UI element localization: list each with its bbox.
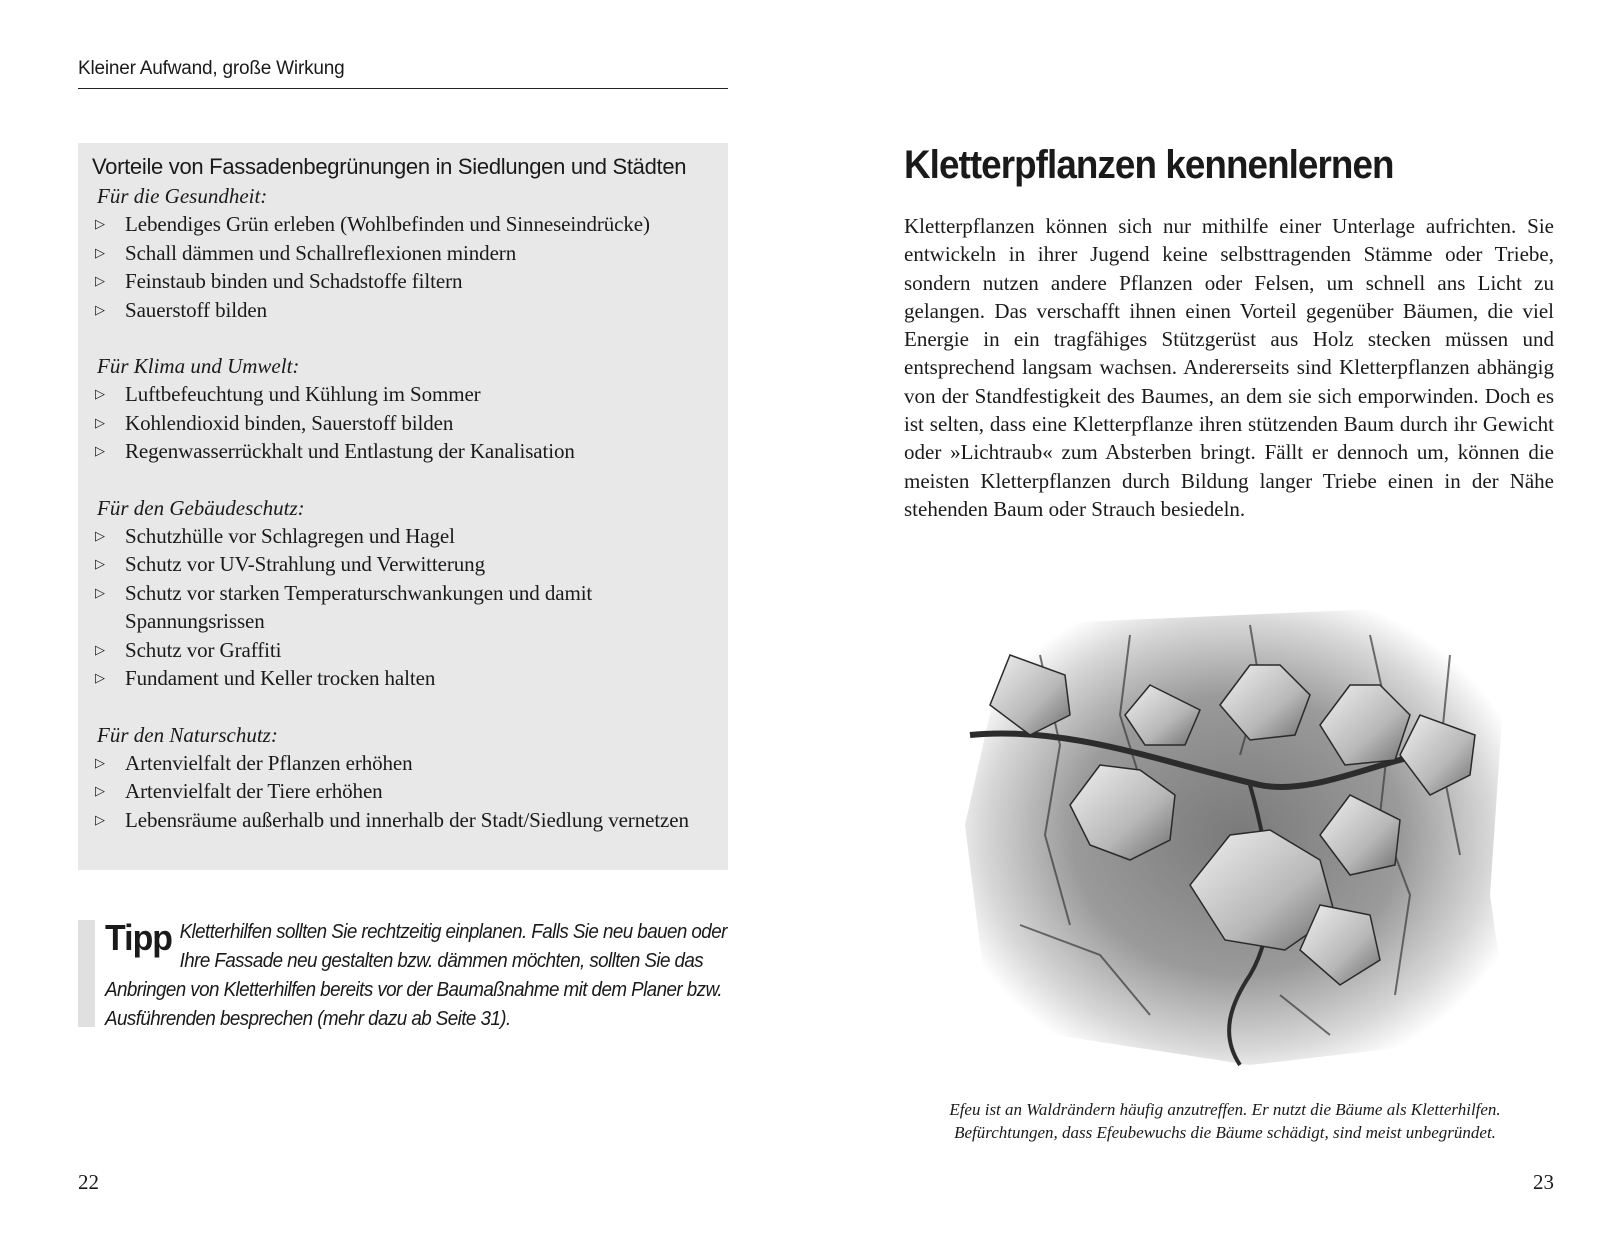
page-number-right: 23 <box>1533 1170 1554 1194</box>
chapter-title: Kletterpflanzen kennenlernen <box>904 143 1394 187</box>
triangle-bullet-icon: ▷ <box>95 671 105 686</box>
list-item: ▷ Regenwasserrückhalt und Entlastung der Kanalisation <box>92 437 716 466</box>
running-head: Kleiner Aufwand, große Wirkung <box>78 58 728 89</box>
triangle-bullet-icon: ▷ <box>95 784 105 799</box>
triangle-bullet-icon: ▷ <box>95 274 105 289</box>
triangle-bullet-icon: ▷ <box>95 585 105 601</box>
triangle-bullet-icon: ▷ <box>95 528 105 544</box>
triangle-bullet-icon: ▷ <box>95 302 105 318</box>
group-heading: Für den Naturschutz: <box>97 722 278 747</box>
page-number-left: 22 <box>78 1170 99 1194</box>
list-item: ▷ Lebendiges Grün erleben (Wohlbefinden und Sinneseindrücke) <box>92 210 716 239</box>
body-paragraph: Kletterpflanzen können sich nur mithilfe einer Unterlage aufrichten. Sie entwickeln in ihrer Jugend keine selbsttragenden Stämme oder Triebe, sondern nutzen andere Pflanzen oder Felsen, um schnell ans Licht zu gelangen. Das verschafft ihnen einen Vorteil gegenüber Bäumen, die viel Energie in ein tragfähiges Stützgerüst aus Holz stecken müssen und entsprechend langsam wachsen. Andererseits sind Kletterpflanzen abhängig von der Standfestigkeit des Baumes, an dem sie sich emporwinden. Doch es ist selten, dass eine Kletterpflanze ihren stützenden Baum durch ihr Gewicht oder »Lichtraub« zum Absterben bringt. Fällt er dennoch um, können die meisten Kletterpflanzen durch Bildung langer Triebe einen in der Nähe stehenden Baum oder Strauch besiedeln. <box>904 214 1554 521</box>
group-heading: Für die Gesundheit: <box>97 184 268 208</box>
tip-logo: Tipp <box>105 917 173 958</box>
list-item: ▷ Sauerstoff bilden <box>92 296 716 325</box>
list-item: ▷ Fundament und Keller trocken halten <box>92 664 716 693</box>
triangle-bullet-icon: ▷ <box>95 755 105 771</box>
list-item: ▷ Feinstaub binden und Schadstoffe filtern <box>92 267 716 296</box>
tip-margin-bar <box>78 920 95 1027</box>
benefit-group-climate <box>92 352 716 466</box>
list-item: ▷ Lebensräume außerhalb und innerhalb der Stadt/Siedlung vernetzen <box>92 806 716 835</box>
triangle-bullet-icon: ▷ <box>95 557 105 572</box>
caption-line: Befürchtungen, dass Efeubewuchs die Bäume schädigt, sind meist unbegründet. <box>954 1123 1496 1142</box>
list-item: ▷ Schutz vor UV-Strahlung und Verwitterung <box>92 550 716 579</box>
list-item: ▷ Luftbefeuchtung und Kühlung im Sommer <box>92 380 716 409</box>
tip-box <box>105 918 735 1034</box>
figure-caption <box>880 1098 1570 1144</box>
group-heading: Für den Gebäudeschutz: <box>97 495 305 520</box>
triangle-bullet-icon: ▷ <box>95 387 105 402</box>
triangle-bullet-icon: ▷ <box>95 444 105 459</box>
list-item: ▷ Schall dämmen und Schallreflexionen mindern <box>92 239 716 268</box>
list-item: ▷ Kohlendioxid binden, Sauerstoff bilden <box>92 409 716 438</box>
group-heading: Für Klima und Umwelt: <box>97 354 300 378</box>
triangle-bullet-icon: ▷ <box>95 415 105 431</box>
triangle-bullet-icon: ▷ <box>95 642 105 658</box>
benefits-box <box>78 143 728 870</box>
triangle-bullet-icon: ▷ <box>95 217 105 232</box>
list-item: ▷ Artenvielfalt der Tiere erhöhen <box>92 777 716 806</box>
ivy-illustration <box>950 595 1520 1080</box>
triangle-bullet-icon: ▷ <box>95 245 105 261</box>
triangle-bullet-icon: ▷ <box>95 812 105 828</box>
box-title: Vorteile von Fassadenbegrünungen in Siedlungen und Städten <box>92 154 687 179</box>
list-item: ▷ Schutz vor Graffiti <box>92 636 716 665</box>
benefit-group-nature <box>92 721 716 835</box>
list-item: ▷ Schutzhülle vor Schlagregen und Hagel <box>92 522 716 551</box>
caption-line: Efeu ist an Waldrändern häufig anzutreffen. Er nutzt die Bäume als Kletterhilfen. <box>949 1100 1501 1119</box>
benefit-group-building <box>92 494 716 693</box>
list-item: ▷ Artenvielfalt der Pflanzen erhöhen <box>92 749 716 778</box>
tip-text: Kletterhilfen sollten Sie rechtzeitig einplanen. Falls Sie neu bauen oder Ihre Fassade neu gestalten bzw. dämmen möchten, sollten Sie das Anbringen von Kletterhilfen bereits vor der Baumaßnahme mit dem Planer bzw. Ausführenden besprechen (mehr dazu ab Seite 31). <box>105 921 727 1030</box>
benefit-group-health <box>92 182 716 324</box>
list-item: ▷ Schutz vor starken Temperaturschwankungen und damit Spannungsrissen <box>95 580 593 633</box>
